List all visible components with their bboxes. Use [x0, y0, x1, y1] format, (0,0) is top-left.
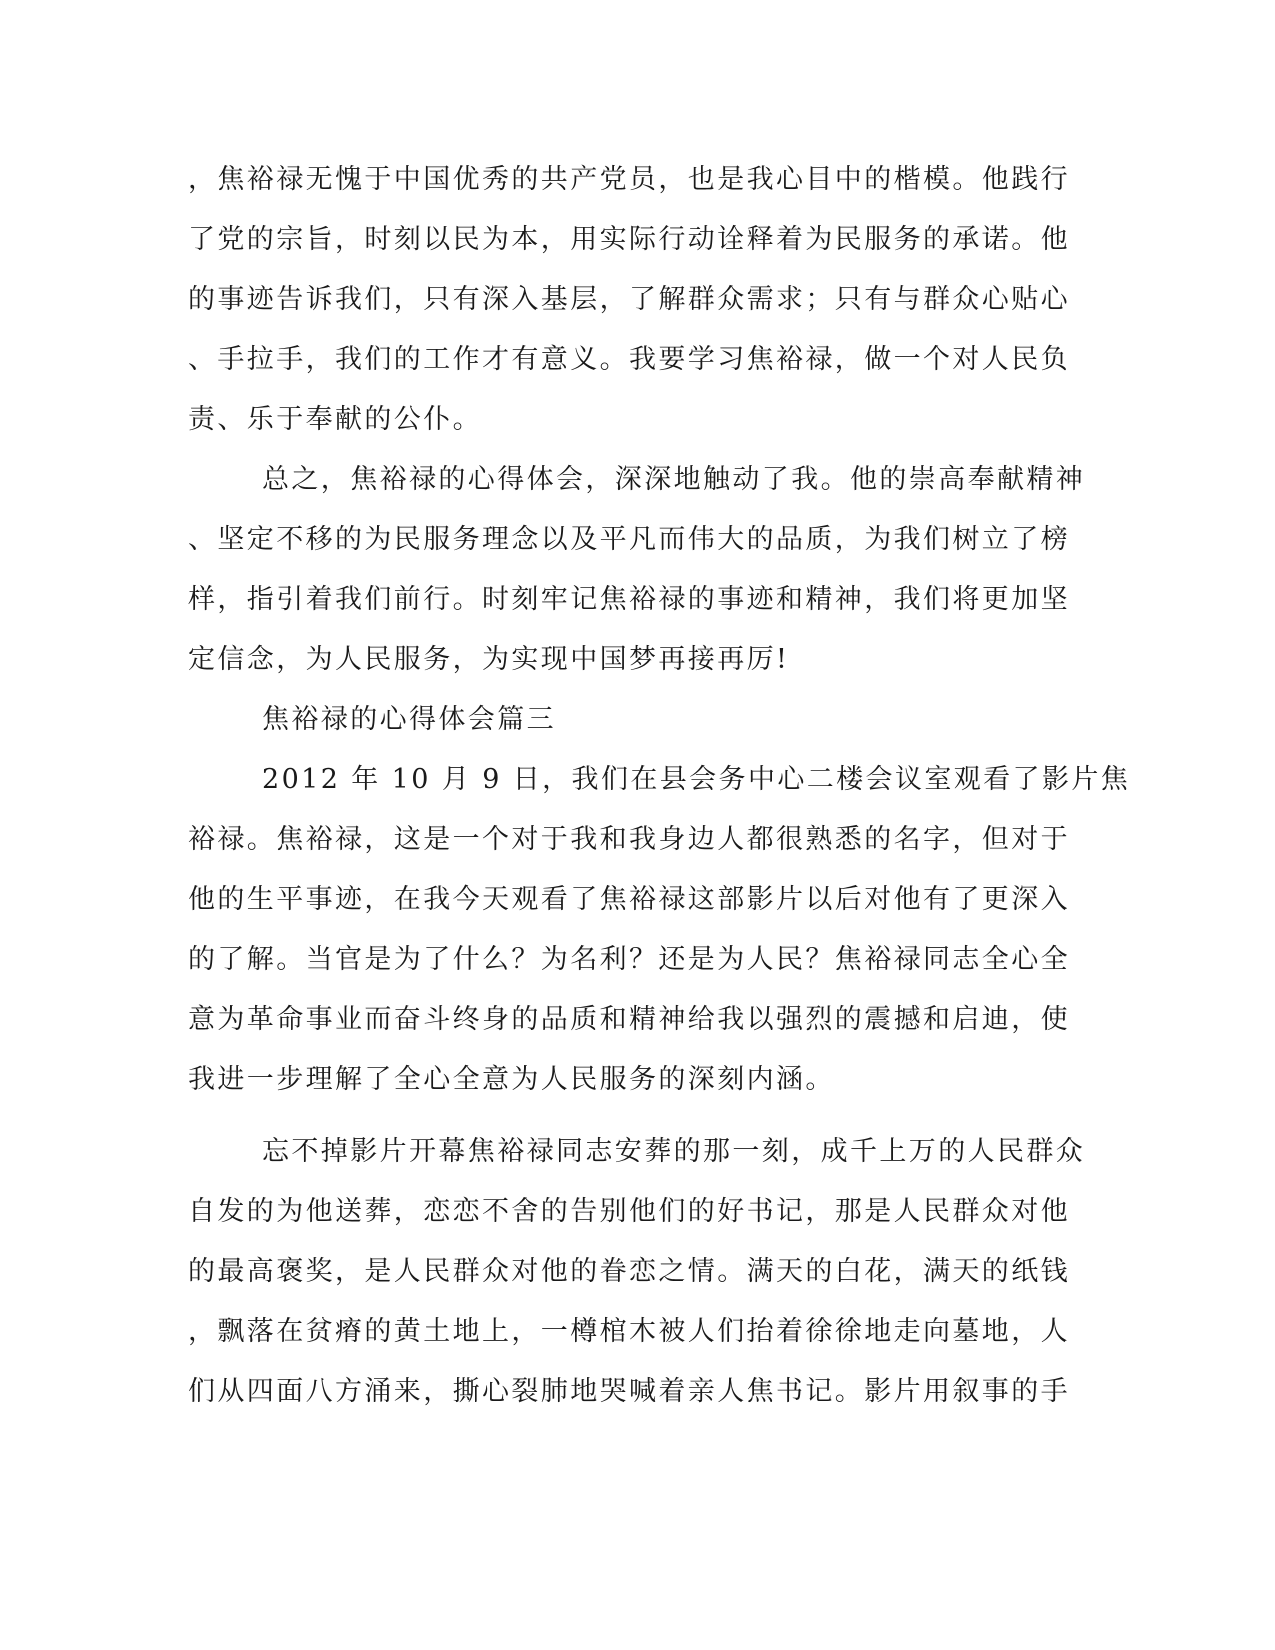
text-line: 样，指引着我们前行。时刻牢记焦裕禄的事迹和精神，我们将更加坚 [188, 584, 1070, 615]
text-line: 的了解。当官是为了什么？为名利？还是为人民？焦裕禄同志全心全 [188, 944, 1070, 975]
text-line: 责、乐于奉献的公仆。 [188, 404, 482, 435]
text-line: 裕禄。焦裕禄，这是一个对于我和我身边人都很熟悉的名字，但对于 [188, 824, 1070, 855]
text-line: 、坚定不移的为民服务理念以及平凡而伟大的品质，为我们树立了榜 [188, 524, 1070, 555]
text-line: 自发的为他送葬，恋恋不舍的告别他们的好书记，那是人民群众对他 [188, 1196, 1070, 1227]
text-line: ，焦裕禄无愧于中国优秀的共产党员，也是我心目中的楷模。他践行 [188, 164, 1070, 195]
text-line: 意为革命事业而奋斗终身的品质和精神给我以强烈的震撼和启迪，使 [188, 1004, 1070, 1035]
text-line: 2012 年 10 月 9 日，我们在县会务中心二楼会议室观看了影片焦 [262, 764, 1131, 795]
text-line: 忘不掉影片开幕焦裕禄同志安葬的那一刻，成千上万的人民群众 [262, 1136, 1086, 1167]
text-line: 们从四面八方涌来，撕心裂肺地哭喊着亲人焦书记。影片用叙事的手 [188, 1376, 1070, 1407]
section-heading: 焦裕禄的心得体会篇三 [262, 704, 556, 735]
text-line: 了党的宗旨，时刻以民为本，用实际行动诠释着为民服务的承诺。他 [188, 224, 1070, 255]
text-line: 的最高褒奖，是人民群众对他的眷恋之情。满天的白花，满天的纸钱 [188, 1256, 1070, 1287]
text-line: ，飘落在贫瘠的黄土地上，一樽棺木被人们抬着徐徐地走向墓地，人 [188, 1316, 1070, 1347]
text-line: 的事迹告诉我们，只有深入基层，了解群众需求；只有与群众心贴心 [188, 284, 1070, 315]
text-line: 、手拉手，我们的工作才有意义。我要学习焦裕禄，做一个对人民负 [188, 344, 1070, 375]
text-line: 定信念，为人民服务，为实现中国梦再接再厉! [188, 644, 790, 675]
text-line: 我进一步理解了全心全意为人民服务的深刻内涵。 [188, 1064, 835, 1095]
text-line: 总之，焦裕禄的心得体会，深深地触动了我。他的崇高奉献精神 [262, 464, 1086, 495]
text-line: 他的生平事迹，在我今天观看了焦裕禄这部影片以后对他有了更深入 [188, 884, 1070, 915]
